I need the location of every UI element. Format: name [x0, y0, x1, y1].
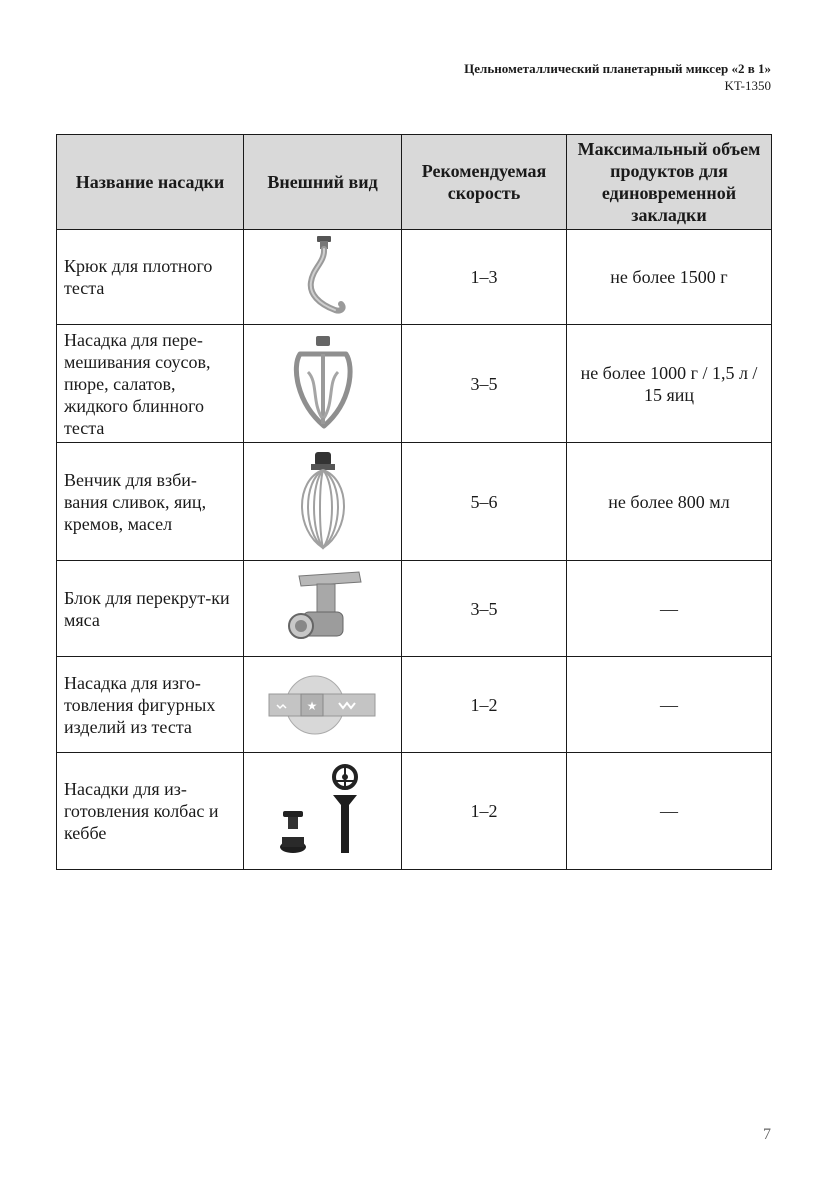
attachment-name: Насадка для пере-мешивания соусов, пюре, салатов, жидкого блинного теста	[57, 325, 244, 443]
header-attachment-name: Название насадки	[57, 135, 244, 230]
attachment-name: Венчик для взби-вания сливок, яиц, кремов, масел	[57, 443, 244, 561]
attachments-table	[56, 134, 772, 870]
table-row	[57, 443, 772, 561]
speed-value: 1–2	[402, 753, 567, 870]
cookie-press-icon	[267, 670, 379, 740]
svg-text:★: ★	[306, 698, 317, 713]
table-header-row	[57, 135, 772, 230]
volume-value: не более 800 мл	[567, 443, 772, 561]
volume-value: —	[567, 657, 772, 753]
model-number: KT-1350	[724, 78, 771, 93]
attachment-name: Насадка для изго-товления фигурных изделий из теста	[57, 657, 244, 753]
table-row	[57, 230, 772, 325]
flat-beater-icon	[278, 332, 368, 436]
header-max-volume: Максимальный объем продуктов для единовременной закладки	[567, 135, 772, 230]
dough-hook-icon	[283, 232, 363, 322]
speed-value: 5–6	[402, 443, 567, 561]
table-row	[57, 325, 772, 443]
speed-value: 3–5	[402, 561, 567, 657]
volume-value: —	[567, 561, 772, 657]
table-row	[57, 657, 772, 753]
attachment-name: Блок для перекрут-ки мяса	[57, 561, 244, 657]
table-row	[57, 753, 772, 870]
speed-value: 3–5	[402, 325, 567, 443]
header-speed: Рекомендуемая скорость	[402, 135, 567, 230]
table-row	[57, 561, 772, 657]
header-appearance: Внешний вид	[244, 135, 402, 230]
speed-value: 1–2	[402, 657, 567, 753]
volume-value: —	[567, 753, 772, 870]
document-title: Цельнометаллический планетарный миксер «2 в 1»	[464, 61, 771, 76]
attachment-name: Насадки для из-готовления колбас и кеббе	[57, 753, 244, 870]
meat-grinder-icon	[275, 566, 371, 652]
attachment-name: Крюк для плотного теста	[57, 230, 244, 325]
whisk-icon	[283, 450, 363, 554]
page-header	[464, 60, 771, 94]
volume-value: не более 1500 г	[567, 230, 772, 325]
page-number: 7	[763, 1126, 771, 1143]
volume-value: не более 1000 г / 1,5 л / 15 яиц	[567, 325, 772, 443]
sausage-nozzle-icon	[273, 761, 373, 861]
speed-value: 1–3	[402, 230, 567, 325]
